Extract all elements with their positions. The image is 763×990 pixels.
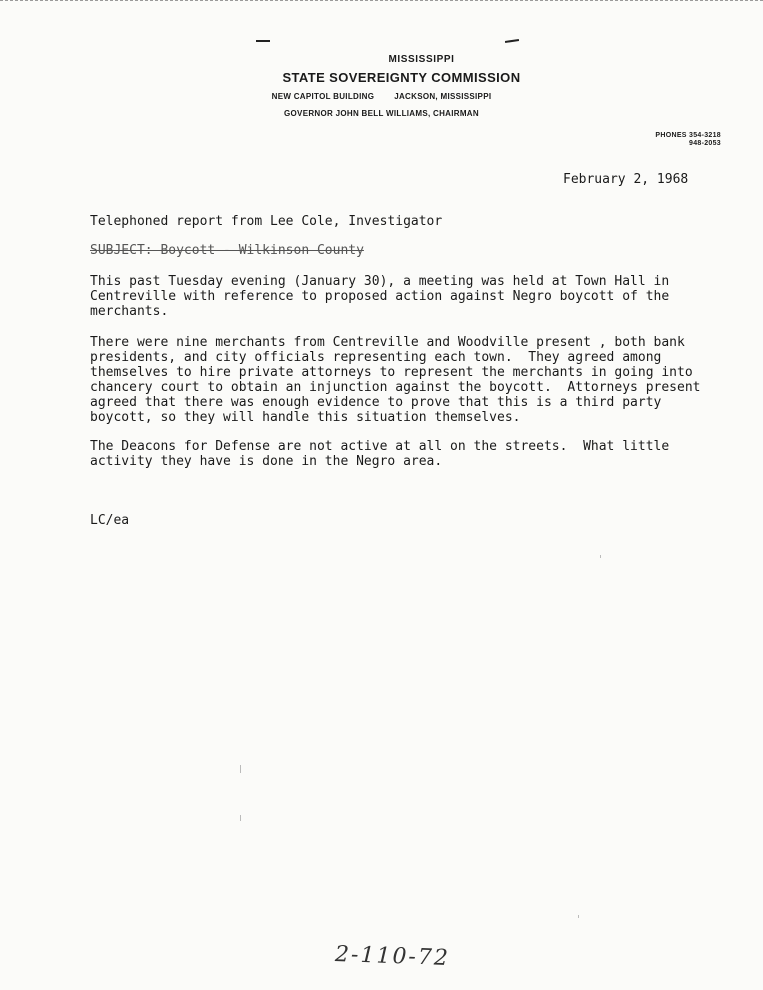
letterhead-state: MISSISSIPPI (388, 54, 455, 65)
scan-speck (240, 765, 241, 773)
handwritten-file-number: 2-110-72 (334, 942, 451, 971)
letterhead-phones (655, 132, 721, 148)
memo-initials: LC/ea (90, 513, 130, 528)
letterhead-address (0, 92, 763, 101)
letterhead-city: JACKSON, MISSISSIPPI (394, 92, 492, 101)
letterhead-agency: STATE SOVEREIGNTY COMMISSION (282, 70, 521, 85)
memo-subject: SUBJECT: Boycott - Wilkinson County (90, 243, 364, 258)
letterhead-right-mark (505, 39, 519, 43)
scan-speck (240, 815, 241, 821)
memo-paragraph-3: The Deacons for Defense are not active at all on the streets. What little activity they have is done in the Negro area. (90, 439, 670, 469)
phone-primary: PHONES 354-3218 (655, 132, 721, 139)
phone-secondary: 948-2053 (689, 140, 721, 147)
letterhead-left-mark (256, 40, 270, 42)
memo-paragraph-2: There were nine merchants from Centreville and Woodville present , both bank presidents, and city officials representing each town. They agreed among themselves to hire private attorneys to represent the merchants in going into chancery court to obtain an injunction against the boycott. Attorneys present agreed that there was enough evidence to prove that this is a third party boycott, so they will handle this situation themselves. (90, 335, 701, 425)
letterhead-chairman: GOVERNOR JOHN BELL WILLIAMS, CHAIRMAN (284, 109, 479, 118)
memo-intro: Telephoned report from Lee Cole, Investigator (90, 214, 443, 229)
memo-paragraph-1: This past Tuesday evening (January 30), a meeting was held at Town Hall in Centreville with reference to proposed action against Negro boycott of the merchants. (90, 274, 670, 319)
scan-speck (578, 915, 579, 918)
memo-date: February 2, 1968 (563, 172, 689, 187)
scan-speck (600, 555, 601, 558)
page-top-border (0, 0, 763, 5)
letterhead-building: NEW CAPITOL BUILDING (271, 92, 375, 101)
